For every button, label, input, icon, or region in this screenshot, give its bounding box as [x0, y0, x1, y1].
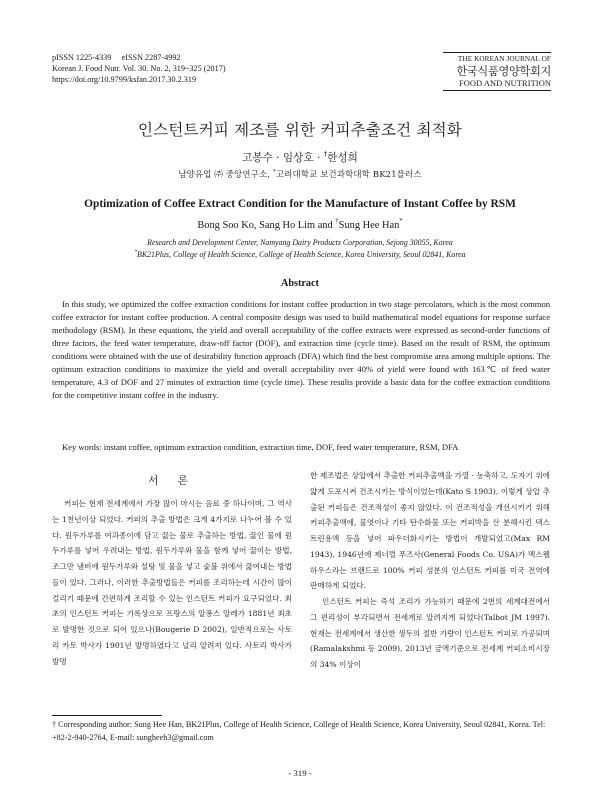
author-3: 한성희	[327, 152, 358, 164]
korean-title: 인스턴트커피 제조를 위한 커피추출조건 최적화	[138, 121, 462, 139]
issn-line: pISSN 1225-4339 eISSN 2287-4992	[52, 53, 181, 62]
affiliation-mark: *	[273, 168, 276, 175]
affiliation-mark: *	[134, 248, 137, 255]
page-number: - 319 -	[288, 768, 312, 778]
citation-block	[52, 52, 226, 86]
keywords	[52, 441, 550, 454]
journal-title-korean: 한국식품영양학회지	[456, 65, 551, 78]
journal-title-top: THE KOREAN JOURNAL OF	[443, 52, 551, 64]
corresponding-mark: †	[323, 149, 328, 158]
abstract-heading: Abstract	[281, 278, 319, 289]
english-affiliation-1: Research and Development Center, Namyang Dairy Products Corporation, Sejong 30055, Korea	[147, 238, 453, 247]
paragraph: 인스턴트 커피는 즉석 조리가 가능하기 때문에 2번의 세계대전에서 그 편리성이 부각되면서 전세계로 알려지게 되었다(Talbot JM 1997). 현재는 전세계에서 생산한 생두의 절반 가량이 인스턴트 커피로 가공되며(Ramalakshmi 등 2009), 2013년 금액기준으로 전세계 커피소비시장의 34% 이상이	[310, 597, 550, 669]
korean-affiliations	[0, 168, 600, 180]
paragraph: 커피는 현재 전세계에서 가장 많이 마시는 음료 중 하나이며, 그 역사는 1천년이상 되었다. 커피의 추출 방법은 크게 4가지로 나누어 볼 수 있다. 원두가루를 여과종이에 담고 끓는 물로 추출하는 방법, 끓인 물에 원두가루를 넣어 우려내는 방법, 원두가루와 물을 함께 넣어 끓이는 방법, 조그만 냄비에 원두가루와 설탕 및 물을 넣고 숯불 위에서 끓여내는 방법들이 있다. 그러나, 이러한 추출방법들은 커피를 조리하는데 시간이 많이 걸리기 때문에 간편하게 조리할 수 있는 인스턴트 커피가 요구되었다. 최초의 인스턴트 커피는 기록상으로 프랑스의 알퐁스 알레가 1881년 최초로 발명한 것으로 되어 있으나(Bougerie D 2002), 일반적으로는 사토리 카토 박사가 1901년 발명하였다고 널리 알려져 있다. 사토리 박사가 발명	[52, 499, 292, 666]
citation-line: Korean J. Food Nutr. Vol. 30. No. 2, 319~325 (2017)	[52, 64, 226, 74]
corresponding-mark: †	[335, 217, 339, 225]
paragraph: 한 제조법은 상압에서 추출한 커피추출액을 가열 · 농축하고, 도자기 위에 얇게 도포시켜 건조시키는 방식이었는데(Kato S 1903), 이렇게 상압 추출된 커피들은 건조적성이 좋지 않았다. 이 건조적성을 개선시키기 위해 커피추출액에, 물엿이나 기타 탄수화물 또는 커피박을 산 분해시킨 덱스트린용액 등을 넣어 파우더화시키는 방법이 개발되었고(Max RM 1943), 1946년에 제너럴 푸즈사(General Foods Co. USA)가 맥스웰하우스라는 브랜드로 100% 커피 성분의 인스턴트 커피를 미국 전역에 판매하게 되었다.	[310, 471, 550, 591]
corresponding-author: Sung Hee Han	[338, 220, 400, 231]
author-1: 고봉수	[242, 152, 273, 164]
section-heading: 서 론	[148, 475, 196, 487]
affiliation-mark: *	[399, 217, 403, 225]
left-column	[52, 468, 292, 669]
affiliation-1: 남양유업 ㈜ 중앙연구소,	[178, 169, 274, 179]
affiliation-2: 고려대학교 보건과학대학 BK21플러스	[275, 169, 422, 179]
right-column	[310, 468, 550, 673]
author-separator: ·	[272, 152, 283, 164]
footnote: † Corresponding author: Sung Hee Han, BK21Plus, College of Health Science, College of Health Science, Korea University, Seoul 02841, Korea. Tel: +82-2-940-2764, E-mail: sungheeh3@gmail.com	[52, 720, 546, 742]
author-separator: ·	[313, 152, 324, 164]
abstract-text: In this study, we optimized the coffee extraction conditions for instant coffee production in two stage percolators, which is the most common coffee extractor for instant coffee production. A central composite design was used to build mathematical model equations for response surface methodology (RSM). In these equations, the yield and overall acceptability of the coffee extracts were expressed as second-order functions of three factors, the feed water temperature, draw-off factor (DOF), and extraction time (cycle time). Based on the result of RSM, the optimum conditions were obtained with the use of desirability function approach (DFA) which find the best compromise area among multiple options. The optimum extraction conditions to maximize the yield and overall acceptability over 40% of yield were found with 163℃ of feed water temperature, 4.3 of DOF and 27 minutes of extraction time (cycle time). These results provide a basic data for the coffee extraction conditions for the competitive instant coffee in the industry.	[52, 299, 550, 400]
english-affiliation-2	[0, 250, 600, 259]
journal-title-bottom: FOOD AND NUTRITION	[443, 79, 551, 91]
korean-authors	[0, 150, 600, 165]
doi-link[interactable]: https://doi.org/10.9799/ksfan.2017.30.2.319	[52, 75, 197, 85]
authors-text: Bong Soo Ko, Sang Ho Lim and	[197, 220, 336, 231]
affiliation-text: BK21Plus, College of Health Science, College of Health Science, Korea University, Seoul 02841, Korea	[137, 250, 466, 259]
footnote-divider	[52, 715, 162, 716]
keywords-text: Key words: instant coffee, optimum extraction condition, extraction time, DOF, feed water temperature, RSM, DFA	[62, 442, 459, 452]
english-authors	[0, 217, 600, 231]
english-title: Optimization of Coffee Extract Condition for the Manufacture of Instant Coffee by RSM	[84, 198, 516, 210]
author-2: 임상호	[282, 152, 314, 164]
journal-logo	[443, 52, 551, 91]
abstract-body	[52, 298, 550, 402]
